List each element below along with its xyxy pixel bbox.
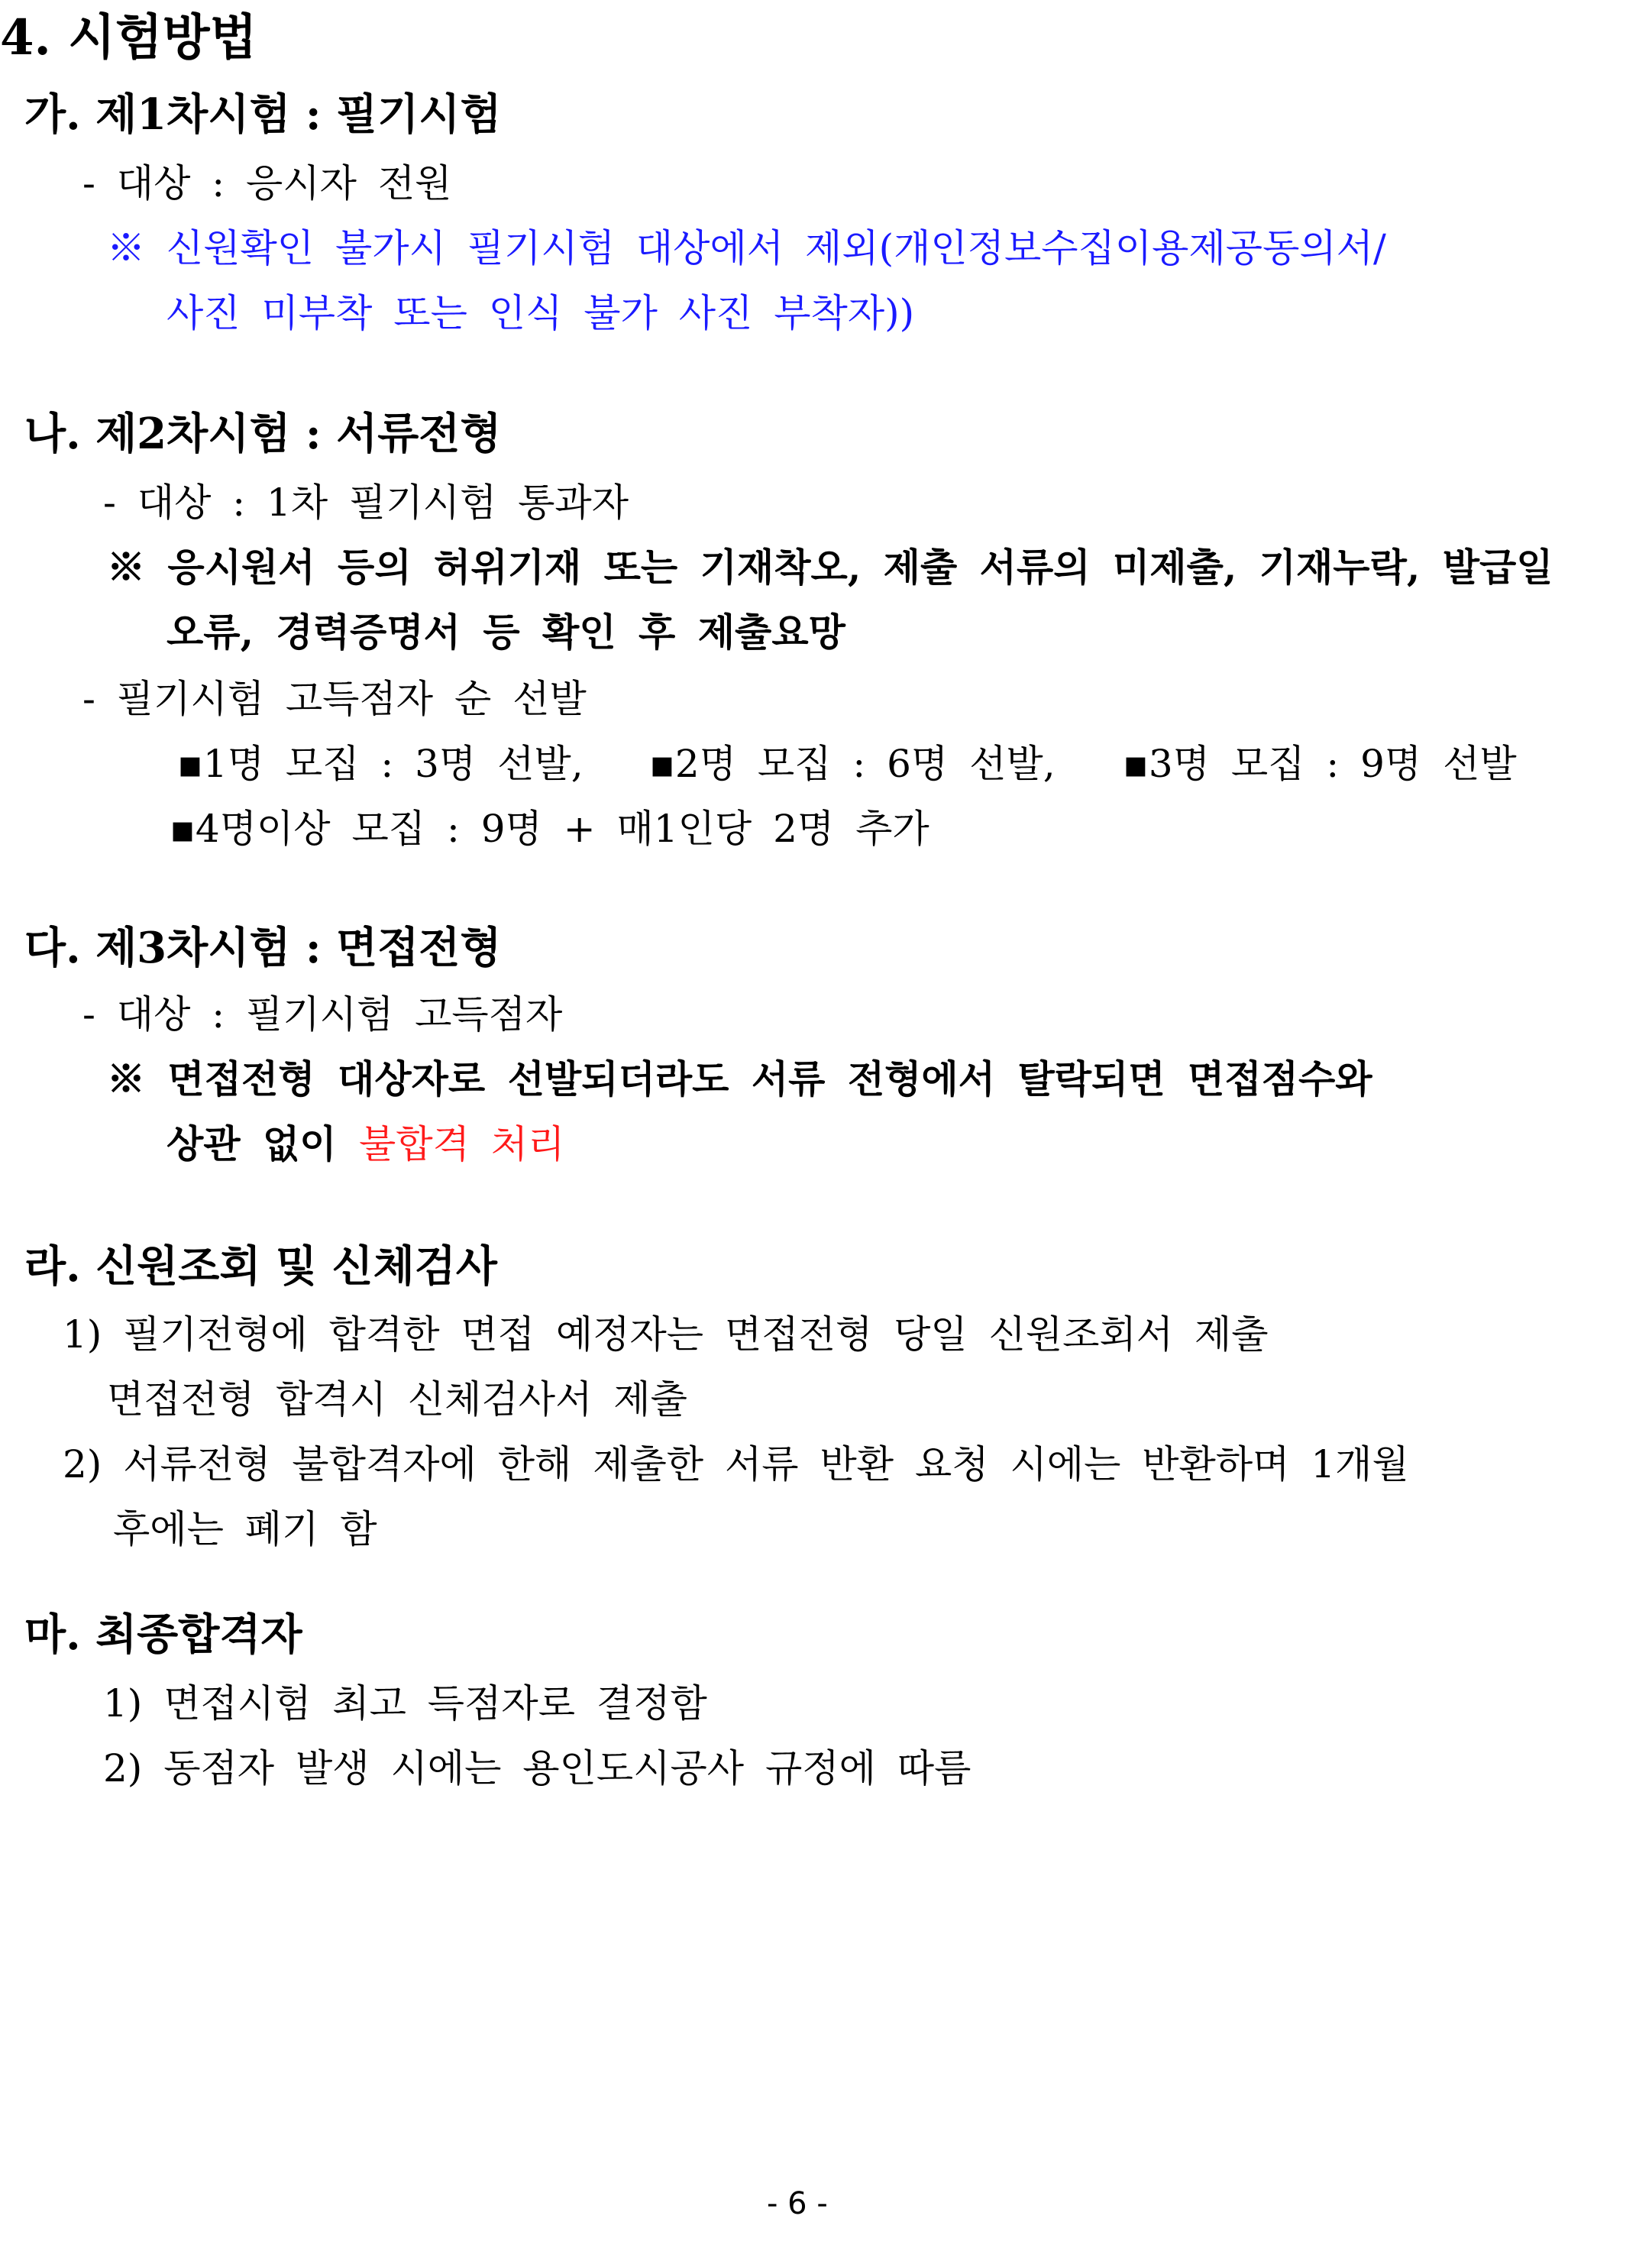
ga-note-line1: ※ 신원확인 불가시 필기시험 대상에서 제외(개인정보수집이용제공동의서/ bbox=[107, 226, 1386, 270]
ga-target: - 대상 : 응시자 전원 bbox=[82, 161, 452, 205]
da-note-line1: ※ 면접전형 대상자로 선발되더라도 서류 전형에서 탈락되면 면접점수와 bbox=[107, 1056, 1372, 1101]
ma-item2: 2) 동점자 발생 시에는 용인도시공사 규정에 따름 bbox=[103, 1746, 971, 1791]
da-note-line2-text: 상관 없이 bbox=[166, 1121, 360, 1166]
heading-ra: 라. 신원조회 및 신체검사 bbox=[24, 1241, 497, 1292]
heading-ma: 마. 최종합격자 bbox=[24, 1609, 302, 1660]
na-selection: - 필기시험 고득점자 순 선발 bbox=[82, 677, 587, 721]
ga-note-line2: 사진 미부착 또는 인식 불가 사진 부착자)) bbox=[166, 291, 915, 335]
na-bullet-3: ▪3명 모집 : 9명 선발 bbox=[1123, 742, 1517, 786]
na-bullet-2: ▪2명 모집 : 6명 선발, bbox=[649, 742, 1056, 786]
na-note-line2: 오류, 경력증명서 등 확인 후 제출요망 bbox=[166, 610, 845, 655]
da-note-line2 bbox=[166, 1121, 565, 1166]
heading-na: 나. 제2차시험 : 서류전형 bbox=[24, 409, 502, 459]
section-title: 4. 시험방법 bbox=[0, 9, 257, 66]
ma-item1: 1) 면접시험 최고 득점자로 결정함 bbox=[103, 1681, 707, 1726]
ra-item1-line1: 1) 필기전형에 합격한 면접 예정자는 면접전형 당일 신원조회서 제출 bbox=[63, 1312, 1269, 1357]
heading-da: 다. 제3차시험 : 면접전형 bbox=[24, 923, 502, 973]
da-note-fail-text: 불합격 처리 bbox=[359, 1122, 565, 1166]
page-number: - 6 - bbox=[767, 2186, 828, 2221]
na-bullet-1: ▪1명 모집 : 3명 선발, bbox=[177, 742, 584, 786]
ra-item2-line1: 2) 서류전형 불합격자에 한해 제출한 서류 반환 요청 시에는 반환하며 1개월 bbox=[63, 1442, 1409, 1486]
ra-item1-line2: 면접전형 합격시 신체검사서 제출 bbox=[107, 1377, 687, 1422]
da-target: - 대상 : 필기시험 고득점자 bbox=[82, 992, 563, 1037]
na-target: - 대상 : 1차 필기시험 통과자 bbox=[103, 480, 629, 525]
na-bullet-4: ▪4명이상 모집 : 9명 + 매1인당 2명 추가 bbox=[170, 807, 929, 851]
na-note-line1: ※ 응시원서 등의 허위기재 또는 기재착오, 제출 서류의 미제출, 기재누락, 발급일 bbox=[107, 545, 1553, 590]
heading-ga: 가. 제1차시험 : 필기시험 bbox=[24, 89, 502, 140]
ra-item2-line2: 후에는 폐기 함 bbox=[113, 1507, 377, 1551]
